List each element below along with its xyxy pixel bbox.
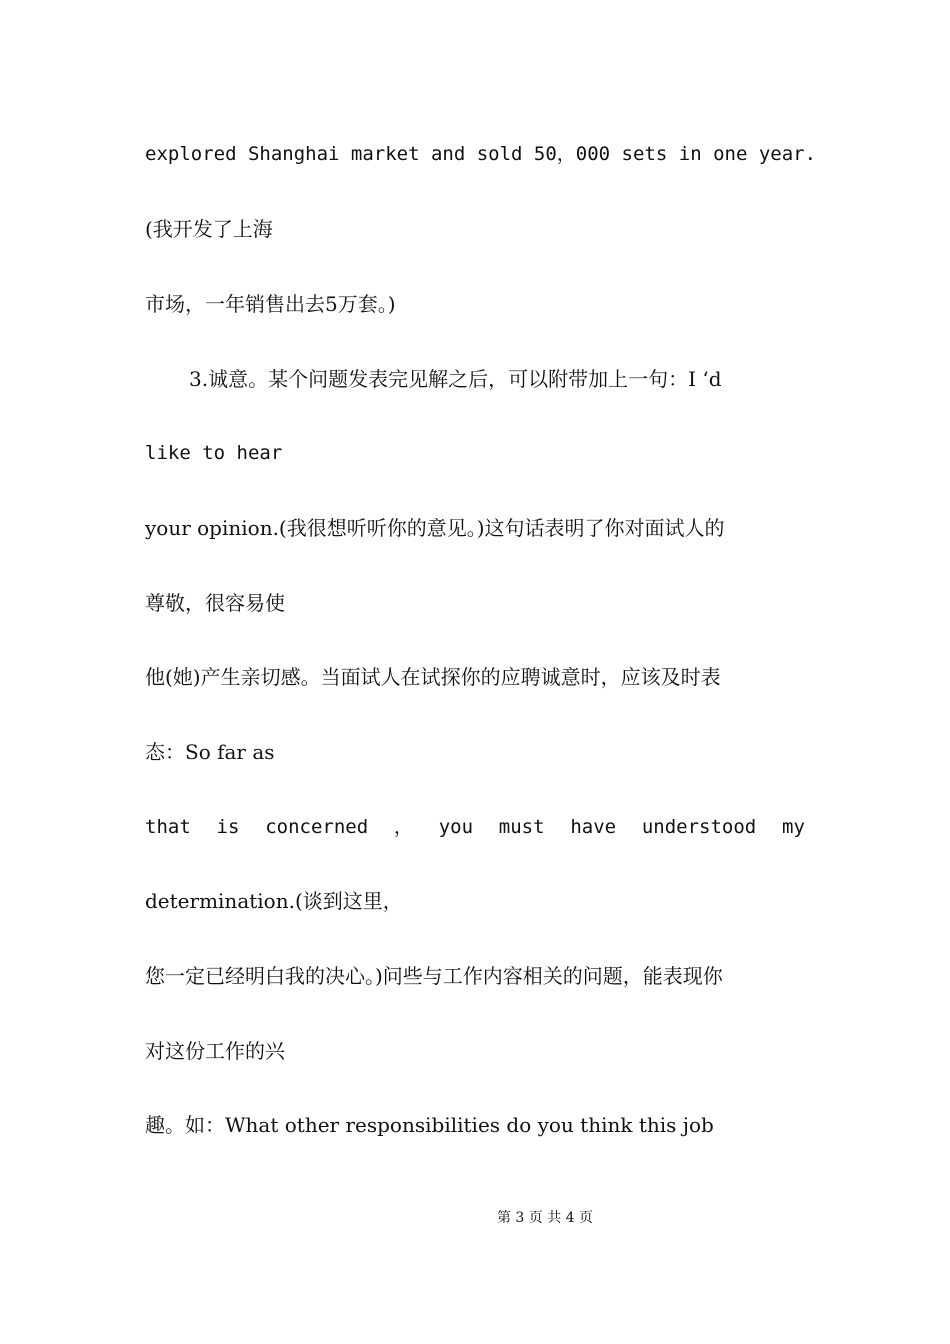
text-line-9: 态：So far as <box>145 740 275 764</box>
text-line-3: 市场，一年销售出去5万套。) <box>145 292 396 316</box>
word: you <box>438 816 474 838</box>
word: that <box>145 816 191 838</box>
word: understood <box>641 816 757 838</box>
text-line-6: your opinion.(我很想听听你的意见。)这句话表明了你对面试人的 <box>145 516 725 540</box>
word: have <box>570 816 617 838</box>
word: is <box>216 816 240 838</box>
page-footer: 第 3 页 共 4 页 <box>496 1210 594 1226</box>
text-line-7: 尊敬，很容易使 <box>145 591 285 615</box>
word: must <box>498 816 545 838</box>
text-line-2: (我开发了上海 <box>145 217 273 241</box>
word: ， <box>393 816 413 838</box>
text-line-12: 您一定已经明白我的决心。)问些与工作内容相关的问题，能表现你 <box>145 964 723 988</box>
text-line-justified <box>145 814 805 840</box>
word: concerned <box>265 816 369 838</box>
text-line-14: 趣。如：What other responsibilities do you think this job <box>145 1113 714 1137</box>
word: my <box>782 816 805 838</box>
text-line-4: 3.诚意。某个问题发表完见解之后，可以附带加上一句：I ‘d <box>189 367 722 391</box>
text-line-13: 对这份工作的兴 <box>145 1039 285 1063</box>
text-line-11: determination.(谈到这里， <box>145 889 403 913</box>
text-line-1: explored Shanghai market and sold 50，000 sets in one year. <box>145 143 817 165</box>
text-line-8: 他(她)产生亲切感。当面试人在试探你的应聘诚意时，应该及时表 <box>145 665 721 689</box>
text-line-5: like to hear <box>145 442 283 464</box>
